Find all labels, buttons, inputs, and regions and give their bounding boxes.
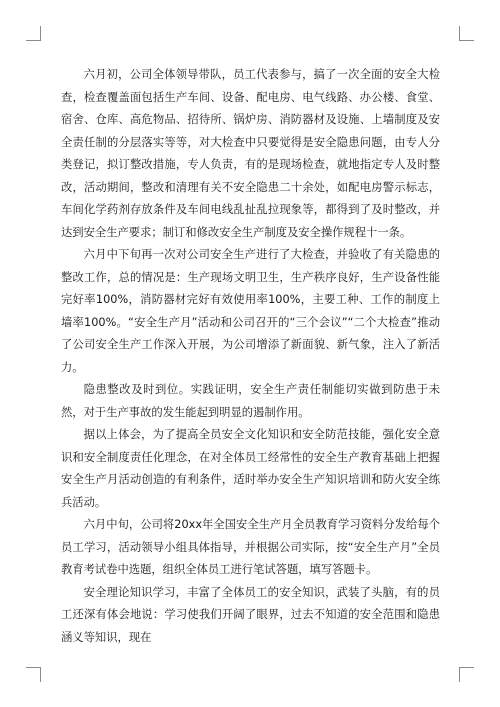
crop-mark-top-left [26,26,41,41]
paragraph: 隐患整改及时到位。实践证明，安全生产责任制能切实做到防患于未然，对于生产事故的发生能起到明显的遏制作用。 [61,383,440,419]
crop-mark-bottom-right [459,667,474,682]
paragraph: 安全理论知识学习，丰富了全体员工的安全知识，武装了头脑，有的员工还深有体会地说：学习使我们开阔了眼界，过去不知道的安全范围和隐患涵义等知识，现在 [61,585,440,644]
crop-mark-top-right [459,26,474,41]
crop-mark-bottom-left [26,667,41,682]
paragraph: 六月中下旬再一次对公司安全生产进行了大检查，并验收了有关隐患的整改工作，总的情况是：生产现场文明卫生，生产秩序良好，生产设备性能完好率100%，消防器材完好有效使用率100%，主要工种、工作的制度上墙率100%。“安全生产月”活动和公司召开的“三个会议”“二个大检查”推动了公司安全生产工作深入开展，为公司增添了新面貌、新气象，注入了新活力。 [61,248,440,374]
paragraph: 六月中旬，公司将20xx年全国安全生产月全员教育学习资料分发给每个员工学习，活动领导小组具体指导，并根据公司实际，按“安全生产月”全员教育考试卷中选题，组织全体员工进行笔试答题，填写答题卡。 [61,518,440,576]
paragraph: 六月初，公司全体领导带队，员工代表参与，搞了一次全面的安全大检查，检查覆盖面包括生产车间、设备、配电房、电气线路、办公楼、食堂、宿舍、仓库、高危物品、招待所、锅炉房、消防器材及设施、上墙制度及安全责任制的分层落实等等，对大检查中只要觉得是安全隐患问题，由专人分类登记，拟订整改措施，专人负责，有的是现场检查，就地指定专人及时整改，活动期间，整改和清理有关不安全隐患二十余处，如配电房警示标志，车间化学药剂存放条件及车间电线乱扯乱拉现象等，都得到了及时整改，并达到安全生产要求；制订和修改安全生产制度及安全操作规程十一条。 [61,68,440,239]
paragraph: 据以上体会，为了提高全员安全文化知识和安全防范技能，强化安全意识和安全制度责任化理念，在对全体员工经常性的安全生产教育基础上把握安全生产月活动创造的有利条件，适时举办安全生产知识培训和防火安全练兵活动。 [61,428,440,509]
document-body [61,64,440,649]
